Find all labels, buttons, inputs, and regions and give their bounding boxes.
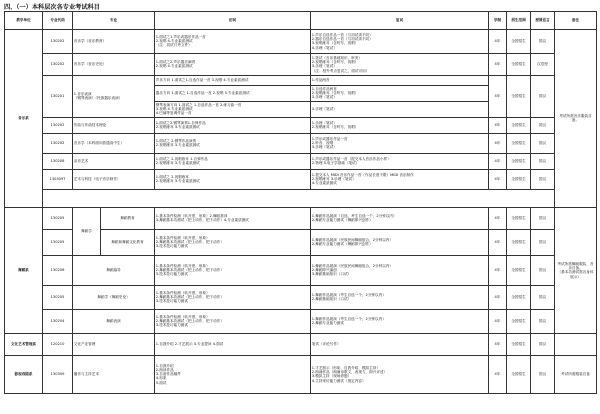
language-cell: 国汉 — [531, 333, 555, 355]
language-cell: 国汉 — [531, 255, 555, 285]
retest-cell: 1.笔试（音乐基础知识、审美） 2.视唱练耳（含听写、视唱） 3.乐理（笔试） （注：校外考点复试之，面试可用） — [311, 53, 489, 75]
major-cell: 作曲与作曲技术理论 — [73, 117, 155, 133]
header-note: 备注 — [555, 12, 597, 30]
language-cell: 国汉 — [531, 133, 555, 153]
retest-cell: 1.舞蹈作品展演（考生自选一个，2分钟以内） 2.舞蹈专业能力测试 — [311, 309, 489, 333]
code-cell: 130202 — [43, 29, 73, 53]
scope-cell: 全国招生 — [507, 75, 531, 117]
table-row — [5, 153, 597, 169]
major-cell: 录音艺术 — [73, 153, 155, 169]
initial-cell: 1.基本条件检测（软开度、形象） 2.舞蹈基本功测试（把上动作、把下动作） 3.技术技巧能力测试 — [155, 309, 311, 333]
major-cell: 1.音乐表演 （钢琴表演）（民族器乐表演） — [73, 75, 155, 117]
code-cell: 130208 — [43, 153, 73, 169]
years-cell: 4年 — [489, 53, 507, 75]
retest-cell: 1.舞蹈作品展演（民族民间舞蹈组合，2分钟以内） 2.舞蹈专业能力测试（舞蹈即兴创作） — [311, 229, 489, 255]
table-row — [5, 29, 597, 53]
years-cell: 4年 — [489, 309, 507, 333]
table-row-spacer — [5, 198, 597, 207]
code-cell: 130205 — [43, 207, 73, 229]
college-film: 影视戏剧系 — [5, 355, 43, 393]
code-cell: 130202 — [43, 117, 73, 133]
table-row — [5, 169, 597, 189]
major-cell: 播音与主持艺术 — [73, 355, 155, 393]
major-cell: 音乐学（本科面向普通高中生） — [73, 133, 155, 153]
major-cell: 艺术与科技（电子音乐制作） — [73, 169, 155, 189]
initial-cell: 1.面试之 2.钢琴作品演奏 2.视唱练耳 3.专业素质测试 — [155, 133, 311, 153]
code-cell: 120210 — [43, 333, 73, 355]
years-cell: 4年 — [489, 169, 507, 189]
years-cell: 4年 — [489, 333, 507, 355]
initial-cell: 1.基本条件检测（软开度、形象）2.舞蹈基训 3.舞蹈基本功测试（把上动作、把下动作）4.专业素质测试 — [155, 207, 311, 229]
years-cell: 4年 — [489, 355, 507, 393]
years-cell: 4年 — [489, 133, 507, 153]
table-row — [5, 255, 597, 285]
years-cell: 4年 — [489, 285, 507, 309]
sub-major-cell: 舞蹈和舞蹈文化教育 — [101, 229, 155, 255]
scope-cell: 全国招生 — [507, 229, 531, 255]
page-title: 四、（一）本科层次各专业考试科目 — [4, 4, 100, 11]
table-row — [5, 133, 597, 153]
header-retest: 复试 — [311, 12, 489, 30]
table-row — [5, 309, 597, 333]
table-row — [5, 53, 597, 75]
code-cell: 130309 — [43, 355, 73, 393]
retest-cell: 3.乐理（笔试） — [311, 101, 489, 117]
note-music: 考试所需音乐服装自备。 — [555, 29, 597, 207]
header-initial: 初试 — [155, 12, 311, 30]
initial-cell: 1.自我介绍 2.朗读作品 3.自备作品稿件 4.形象 5.面试 — [155, 355, 311, 393]
note-cell — [555, 333, 597, 355]
initial-cell: 器乐方向 1.面试之 1.自选作品一首 2.视唱 3.专业素质测试 — [155, 85, 311, 101]
code-cell: 130201 — [43, 75, 73, 117]
years-cell: 4年 — [489, 255, 507, 285]
initial-cell: 1.面试之2.声乐器乐演唱 2.视唱 4.专业素质测试 — [155, 53, 311, 75]
scope-cell: 全国招生 — [507, 333, 531, 355]
note-film: 考试所需服装自备 — [555, 355, 597, 393]
college-dance: 舞蹈系 — [5, 207, 43, 333]
scope-cell: 全国招生 — [507, 355, 531, 393]
scope-cell: 全国招生 — [507, 207, 531, 229]
code-cell: 130202 — [43, 53, 73, 75]
initial-cell: 1.基本条件检测（软开度、形象） 2.舞蹈基本功测试（把上动作、把下动作） 3.技术技巧能力测试 — [155, 255, 311, 285]
initial-cell: 声乐方向 1.面试之1.自选作品一首 3.视唱 4.专业素质测试 — [155, 75, 311, 85]
retest-cell: 笔试（评论写作） — [311, 333, 489, 355]
language-cell: 国汉 — [531, 229, 555, 255]
retest-cell: 1.提交本人 MIDI 音乐作品一首（作品长度不限）MIDI 音乐制作 2.视唱练耳 3.乐理（笔试） 4.专业素质测试 — [311, 169, 489, 189]
language-cell: 国汉 — [531, 75, 555, 117]
scope-cell: 全国招生 — [507, 153, 531, 169]
header-college: 教学单位 — [5, 12, 43, 30]
language-cell: 国汉 — [531, 309, 555, 333]
header-years: 学制 — [489, 12, 507, 30]
retest-cell: 1.乐理（笔试） 2.视唱练耳（含听写、视唱） — [311, 117, 489, 133]
major-cell: 音乐学（音乐教育） — [73, 29, 155, 53]
table-row-spacer — [5, 189, 597, 198]
language-cell: 国汉 — [531, 169, 555, 189]
retest-cell: 1.作品两首 — [311, 75, 489, 85]
sub-major-cell: 舞蹈教育 — [101, 207, 155, 229]
table-row — [5, 285, 597, 309]
major-cell: 舞蹈表演 — [73, 309, 155, 333]
retest-cell: 1.舞蹈作品展演（考生自选一个，2分钟以内） 2.舞蹈基础知识（口试） — [311, 285, 489, 309]
language-cell: 国汉 — [531, 207, 555, 229]
college-arts-mgmt: 文化艺术管理系 — [5, 333, 43, 355]
major-cell: 舞蹈学 — [73, 207, 101, 255]
scope-cell: 全国招生 — [507, 285, 531, 309]
scope-cell: 全国招生 — [507, 169, 531, 189]
retest-cell: 1.自选作品两首 2.视唱练耳（含听写、视唱） 3.乐理（笔试） — [311, 85, 489, 101]
years-cell: 4年 — [489, 153, 507, 169]
code-cell: 130206 — [43, 255, 73, 285]
retest-cell: 1.才艺展示（形象、自我介绍、模拟主持） 2.朗诵作品（朗诵诗歌文，表现力，即兴评述） 3.模拟主持（现场命题） 4.主持采访能力测试（指定内容） — [311, 355, 489, 393]
years-cell: 4年 — [489, 117, 507, 133]
retest-cell: 1.声乐或器乐作品一首（提交本人音乐作品小样） 2.物理 3.电子学基础（笔试） — [311, 153, 489, 169]
scope-cell: 全国招生 — [507, 53, 531, 75]
table-row — [5, 75, 597, 85]
years-cell: 4年 — [489, 75, 507, 117]
table-row — [5, 355, 597, 393]
years-cell: 4年 — [489, 229, 507, 255]
code-cell: 130205 — [43, 285, 73, 309]
note-dance: 考试所需舞蹈服装、音乐自备。 （基本功测试需各身体展示） — [555, 207, 597, 333]
initial-cell: 1.自我介绍 2.才艺展示 3.专业提问 4.面试 — [155, 333, 311, 355]
major-cell: 舞蹈学（舞蹈史论） — [73, 285, 155, 309]
language-cell: 汉语授 — [531, 53, 555, 75]
retest-cell: 1.声乐或器乐作品一首 2.听音、视唱 3.乐理（笔试） — [311, 133, 489, 153]
header-code: 专业代码 — [43, 12, 73, 30]
major-cell: 文化产业管理 — [73, 333, 155, 355]
scope-cell: 全国招生 — [507, 117, 531, 133]
language-cell: 国汉 — [531, 285, 555, 309]
exam-subjects-table — [4, 11, 597, 394]
major-cell: 舞蹈编导 — [73, 255, 155, 285]
code-cell: 130204 — [43, 309, 73, 333]
table-row — [5, 207, 597, 229]
initial-cell: 1.面试之 2.视唱练耳 1.自弹作品 2.视唱练耳 3.专业素质测试 — [155, 153, 311, 169]
table-header-row — [5, 12, 597, 30]
retest-cell: 1.舞蹈作品展演（民族民间舞蹈组合，2分钟以内） 2.舞蹈即兴编创 3.舞蹈基础知识（口试） — [311, 255, 489, 285]
retest-cell: 1.声乐自选作品一首（与初试须不同） 2.器乐自选作品一首（与初试须不同） 3.视唱练耳（含听写、视唱） 4.乐理（笔试） — [311, 29, 489, 53]
header-major: 专业 — [73, 12, 155, 30]
table-row — [5, 117, 597, 133]
scope-cell: 全国招生 — [507, 29, 531, 53]
major-cell: 音乐学（音乐史论） — [73, 53, 155, 75]
language-cell: 国汉 — [531, 29, 555, 53]
language-cell: 国汉 — [531, 355, 555, 393]
years-cell: 4年 — [489, 207, 507, 229]
initial-cell: 1.基本条件检测（软开度、形象） 2.舞蹈基本功测试（把上动作、把下动作） 3.技术技巧能力测试 — [155, 229, 311, 255]
language-cell: 国汉 — [531, 153, 555, 169]
header-language: 授课语言 — [531, 12, 555, 30]
initial-cell: 1.基本条件检测（软开度、形象） 2.舞蹈基本功测试（把上动作、把下动作） 3.技术技巧能力测试 — [155, 285, 311, 309]
code-cell: 130202 — [43, 133, 73, 153]
college-music: 音乐系 — [5, 29, 43, 207]
language-cell: 国汉 — [531, 117, 555, 133]
scope-cell: 全国招生 — [507, 309, 531, 333]
code-cell: 130205 — [43, 229, 73, 255]
scope-cell: 全国招生 — [507, 255, 531, 285]
scope-cell: 全国招生 — [507, 133, 531, 153]
retest-cell: 1.舞蹈作品展演（自选，考生自选一个，2分钟以内） 2.舞蹈专业能力测试（舞蹈即兴创作） — [311, 207, 489, 229]
header-scope: 招生范围 — [507, 12, 531, 30]
initial-cell: 1.面试之 2.视唱练耳 2.视唱练耳 3.专业素质测试 — [155, 169, 311, 189]
initial-cell: 1.面试之1.声乐或器乐作品一首 2.视唱 4.专业素质测试 （注：初试只考文件） — [155, 29, 311, 53]
initial-cell: 1.面试之2.钢琴演奏1.自弹作品 2.视唱练耳 3.专业素质测试 — [155, 117, 311, 133]
table-row — [5, 333, 597, 355]
code-cell: 130309T — [43, 169, 73, 189]
initial-cell: 钢琴表演方向 1.面试之 1.自选作品一首 2.练习曲一首 3.视唱 4.专业素质测试 4.巴赫等复调作品一首 — [155, 101, 311, 117]
years-cell: 4年 — [489, 29, 507, 53]
